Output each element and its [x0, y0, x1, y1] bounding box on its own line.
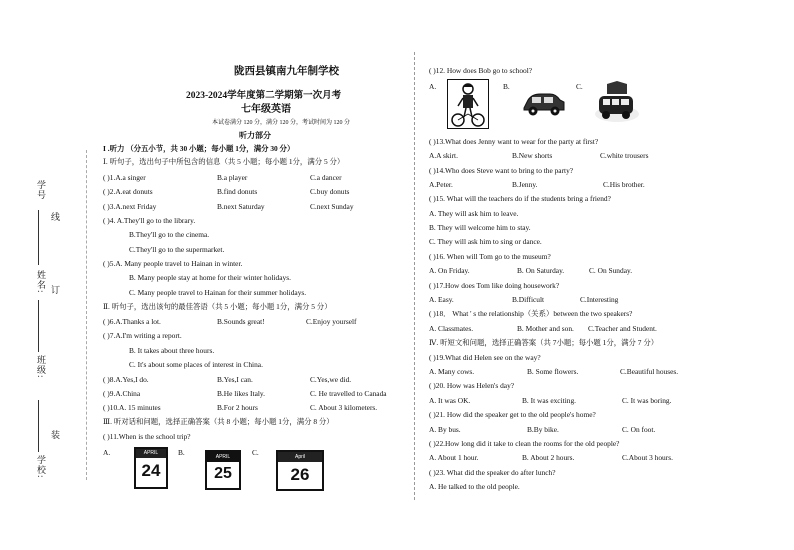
q15-option-c[interactable]: C. They will ask him to sing or dance.	[429, 237, 542, 246]
q11-stem[interactable]: ( )11.When is the school trip?	[103, 432, 191, 441]
q10-option-c[interactable]: C. About 3 kilometers.	[310, 403, 378, 412]
q11-option-c-label[interactable]: C.	[252, 448, 259, 457]
q19-option-b[interactable]: B. Some flowers.	[527, 367, 579, 376]
q7-option-a[interactable]: ( )7.A.I'm writing a report.	[103, 331, 182, 340]
q16-option-a[interactable]: A. On Friday.	[429, 266, 470, 275]
q20-option-b[interactable]: B. It was exciting.	[522, 396, 576, 405]
q23-option-a[interactable]: A. He talked to the old people.	[429, 482, 520, 491]
q11-option-b-label[interactable]: B.	[178, 448, 185, 457]
q4-option-a[interactable]: ( )4. A.They'll go to the library.	[103, 216, 196, 225]
q15-stem[interactable]: ( )15. What will the teachers do if the students bring a friend?	[429, 194, 611, 203]
q18-option-b[interactable]: B. Mother and son.	[517, 324, 574, 333]
q16-option-b[interactable]: B. On Saturday.	[517, 266, 565, 275]
calendar-month: APRIL	[207, 452, 239, 462]
column-divider	[414, 52, 415, 500]
q12-stem[interactable]: ( )12. How does Bob go to school?	[429, 66, 533, 75]
calendar-day: 26	[290, 465, 310, 484]
q10-option-b[interactable]: B.For 2 hours	[217, 403, 258, 412]
q13-option-a[interactable]: A.A skirt.	[429, 151, 458, 160]
q1-stem[interactable]: ( )1.A.a singer	[103, 173, 146, 182]
q9-stem[interactable]: ( )9.A.China	[103, 389, 141, 398]
q18-option-c[interactable]: C.Teacher and Student.	[588, 324, 657, 333]
bus-icon[interactable]	[593, 80, 641, 124]
q19-option-c[interactable]: C.Beautiful houses.	[620, 367, 679, 376]
section-title: 听力部分	[239, 131, 271, 140]
q3-option-c[interactable]: C.next Sunday	[310, 202, 354, 211]
binding-dashed-line	[86, 150, 87, 480]
q20-stem[interactable]: ( )20. How was Helen's day?	[429, 381, 515, 390]
section-3-heading: Ⅲ. 听对话和问题，选择正确答案（共 8 小题；每小题 1分，满分 8 分）	[103, 417, 334, 426]
q8-option-b[interactable]: B.Yes,I can.	[217, 375, 253, 384]
q12-option-b-label[interactable]: B.	[503, 82, 510, 91]
class-field[interactable]	[38, 300, 39, 352]
q4-option-c[interactable]: C.They'll go to the supermarket.	[129, 245, 225, 254]
q1-option-b[interactable]: B.a player	[217, 173, 248, 182]
q2-option-c[interactable]: C.buy donuts	[310, 187, 350, 196]
q21-option-c[interactable]: C. On foot.	[622, 425, 656, 434]
q5-option-c[interactable]: C. Many people travel to Hainan for their summer holidays.	[129, 288, 307, 297]
q21-option-a[interactable]: A. By bus.	[429, 425, 461, 434]
q6-stem[interactable]: ( )6.A.Thanks a lot.	[103, 317, 161, 326]
q20-option-a[interactable]: A. It was OK.	[429, 396, 471, 405]
q7-option-b[interactable]: B. It takes about three hours.	[129, 346, 215, 355]
calendar-icon-b[interactable]	[205, 450, 241, 490]
q11-option-a-label[interactable]: A.	[103, 448, 111, 457]
q3-stem[interactable]: ( )3.A.next Friday	[103, 202, 157, 211]
section-2-heading: Ⅱ. 听句子，选出该句的最佳答语（共 5 小题；每小题 1分，满分 5 分）	[103, 302, 332, 311]
q15-option-b[interactable]: B. They will welcome him to stay.	[429, 223, 531, 232]
listening-part-heading: I .听力 （分五小节，共 30 小题；每小题 1分，满分 30 分）	[103, 144, 295, 153]
calendar-icon-c[interactable]	[276, 450, 324, 491]
q16-stem[interactable]: ( )16. When will Tom go to the museum?	[429, 252, 551, 261]
car-icon[interactable]	[520, 88, 568, 118]
q22-option-c[interactable]: C.About 3 hours.	[622, 453, 673, 462]
calendar-icon-a[interactable]	[134, 447, 168, 489]
q5-option-b[interactable]: B. Many people stay at home for their winter holidays.	[129, 273, 291, 282]
q14-option-b[interactable]: B.Jenny.	[512, 180, 538, 189]
q14-option-c[interactable]: C.His brother.	[603, 180, 645, 189]
q19-stem[interactable]: ( )19.What did Helen see on the way?	[429, 353, 541, 362]
q2-option-b[interactable]: B.find donuts	[217, 187, 258, 196]
number-label: 学号	[36, 180, 46, 200]
q7-option-c[interactable]: C. It's about some places of interest in China.	[129, 360, 263, 369]
q13-option-c[interactable]: C.white trousers	[600, 151, 649, 160]
school-label: 学校:	[36, 455, 46, 479]
q22-stem[interactable]: ( )22.How long did it take to clean the rooms for the old people?	[429, 439, 620, 448]
q8-stem[interactable]: ( )8.A.Yes,I do.	[103, 375, 149, 384]
q1-option-c[interactable]: C.a dancer	[310, 173, 342, 182]
seal-char-3: 线	[50, 212, 60, 222]
q14-option-a[interactable]: A.Peter.	[429, 180, 453, 189]
name-label: 姓名:	[36, 270, 46, 294]
calendar-day: 24	[141, 461, 161, 480]
bicycle-boy-icon[interactable]	[447, 79, 489, 129]
q17-option-c[interactable]: C.Interesting	[580, 295, 619, 304]
calendar-month: APRIL	[136, 449, 166, 458]
q13-option-b[interactable]: B.New shorts	[512, 151, 553, 160]
q15-option-a[interactable]: A. They will ask him to leave.	[429, 209, 519, 218]
seal-char-2: 订	[50, 285, 60, 295]
calendar-month: April	[278, 452, 322, 462]
section-1-heading: Ⅰ. 听句子，选出句子中所包含的信息（共 5 小题；每小题 1分，满分 5 分）	[103, 157, 345, 166]
q3-option-b[interactable]: B.next Saturday	[217, 202, 265, 211]
exam-title: 2023-2024学年度第二学期第一次月考	[186, 91, 342, 101]
q10-stem[interactable]: ( )10.A. 15 minutes	[103, 403, 161, 412]
q2-stem[interactable]: ( )2.A.eat donuts	[103, 187, 153, 196]
class-label: 班级:	[36, 355, 46, 379]
q12-option-c-label[interactable]: C.	[576, 82, 583, 91]
q21-stem[interactable]: ( )21. How did the speaker get to the old people's home?	[429, 410, 596, 419]
q20-option-c[interactable]: C. It was boring.	[622, 396, 672, 405]
exam-info: 本试卷满分 120 分，满分 120 分，考试时间为 120 分	[212, 120, 351, 126]
calendar-day: 25	[214, 465, 232, 482]
name-field[interactable]	[38, 210, 39, 265]
q9-option-b[interactable]: B.He likes Italy.	[217, 389, 265, 398]
q9-option-c[interactable]: C. He travelled to Canada	[310, 389, 387, 398]
seal-char-1: 装	[50, 430, 60, 440]
subject-title: 七年级英语	[241, 104, 291, 115]
q18-option-a[interactable]: A. Classmates.	[429, 324, 474, 333]
q17-option-b[interactable]: B.Difficult	[512, 295, 545, 304]
q16-option-c[interactable]: C. On Sunday.	[589, 266, 633, 275]
q13-stem[interactable]: ( )13.What does Jenny want to wear for the party at first?	[429, 137, 599, 146]
q23-stem[interactable]: ( )23. What did the speaker do after lunch?	[429, 468, 556, 477]
q17-option-a[interactable]: A. Easy.	[429, 295, 454, 304]
q14-stem[interactable]: ( )14.Who does Steve want to bring to the party?	[429, 166, 574, 175]
q4-option-b[interactable]: B.They'll go to the cinema.	[129, 230, 210, 239]
section-4-heading: Ⅳ. 听短文和问题，选择正确答案（共 7小题；每小题 1分，满分 7 分）	[429, 338, 659, 347]
q21-option-b[interactable]: B.By bike.	[527, 425, 559, 434]
q12-option-a-label[interactable]: A.	[429, 82, 437, 91]
school-field[interactable]	[38, 400, 39, 452]
q5-option-a[interactable]: ( )5.A. Many people travel to Hainan in winter.	[103, 259, 243, 268]
q6-option-c[interactable]: C.Enjoy yourself	[306, 317, 357, 326]
q6-option-b[interactable]: B.Sounds great!	[217, 317, 265, 326]
school-title: 陇西县镇南九年制学校	[234, 66, 339, 77]
q22-option-b[interactable]: B. About 2 hours.	[522, 453, 575, 462]
q19-option-a[interactable]: A. Many cows.	[429, 367, 475, 376]
q8-option-c[interactable]: C.Yes,we did.	[310, 375, 352, 384]
q18-stem[interactable]: ( )18． What ' s the relationship（关系）between the two speakers?	[429, 309, 633, 318]
q17-stem[interactable]: ( )17.How does Tom like doing housework?	[429, 281, 560, 290]
q22-option-a[interactable]: A. About 1 hour.	[429, 453, 479, 462]
